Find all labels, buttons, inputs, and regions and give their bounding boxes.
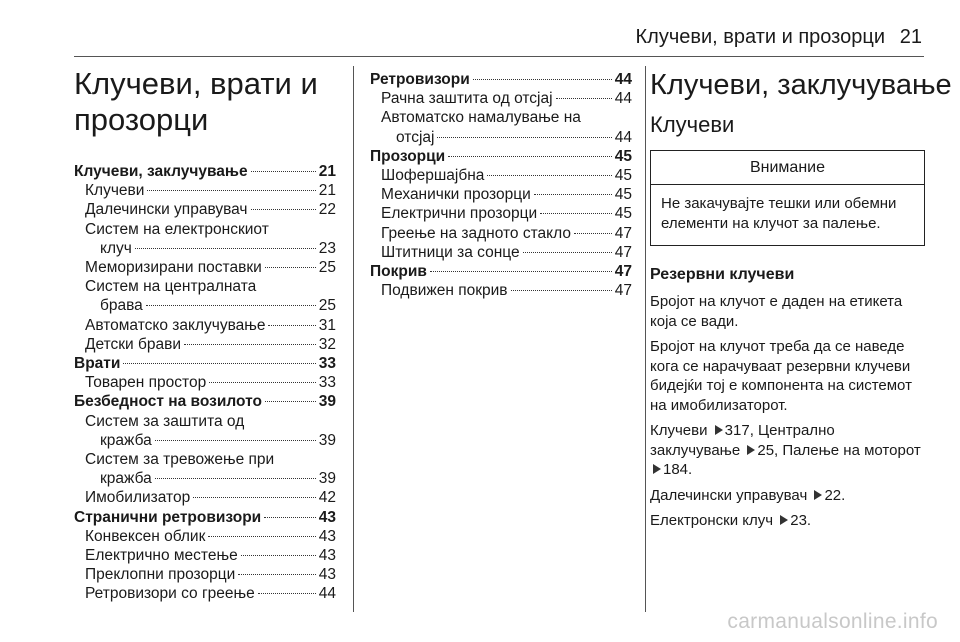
toc-leader-dots: [437, 137, 611, 138]
toc-leader-dots: [487, 175, 611, 176]
content-column-right: [650, 64, 952, 537]
toc-entry-title: Покрив: [370, 263, 427, 281]
toc-entry-title: Рачна заштита од отсјај: [381, 90, 553, 108]
toc-entry-title: Конвексен облик: [85, 527, 206, 545]
toc-leader-dots: [251, 209, 316, 210]
toc-leader-dots: [241, 555, 316, 556]
toc-page-number: 23: [318, 239, 336, 257]
toc-entry[interactable]: [370, 243, 632, 262]
chapter-title: [74, 66, 336, 138]
page-header: [0, 26, 960, 54]
ref-link[interactable]: 23.: [790, 512, 812, 529]
toc-page-number: 43: [318, 508, 336, 526]
toc-entry[interactable]: [74, 527, 336, 546]
warning-text: Не закачувајте тешки или обемни елементи на клучот за палење.: [661, 195, 897, 232]
toc-entry-title: Клучеви: [85, 182, 145, 200]
toc-page-number: 45: [614, 205, 632, 223]
toc-section-entry[interactable]: [370, 70, 632, 89]
ref-link[interactable]: 184.: [663, 461, 693, 478]
toc-page-number: 25: [318, 297, 336, 315]
toc-page-number: 47: [614, 263, 632, 281]
warning-title: Внимание: [651, 151, 924, 185]
toc-section-entry[interactable]: [74, 508, 336, 527]
toc-page-number: 21: [318, 182, 336, 200]
ref-text: Далечински управувач: [650, 486, 808, 504]
toc-leader-dots: [155, 440, 316, 441]
paragraph-remote-ref: [650, 486, 925, 506]
toc-leader-dots: [258, 593, 316, 594]
paragraph-ekey-ref: [650, 511, 925, 531]
toc-page-number: 21: [318, 163, 336, 180]
toc-entry[interactable]: [74, 584, 336, 603]
toc-entry-title: Далечински управувач: [85, 201, 248, 219]
toc-column-left: [74, 64, 336, 604]
toc-page-number: 44: [614, 128, 632, 146]
toc-entry-title: Странични ретровизори: [74, 508, 262, 526]
toc-page-number: 44: [614, 71, 632, 88]
column-divider-2: [645, 66, 646, 612]
toc-page-number: 47: [614, 282, 632, 300]
toc-page-number: 25: [318, 259, 336, 277]
page-ref-arrow-icon: [747, 445, 755, 455]
toc-leader-dots: [540, 213, 612, 214]
page-ref-arrow-icon: [715, 425, 723, 435]
toc-entry[interactable]: [74, 316, 336, 335]
paragraph-key-label: Бројот на клучот е даден на етикета која се вади.: [650, 293, 903, 330]
toc-entry-title: отсјај: [396, 128, 435, 146]
toc-entry[interactable]: [74, 258, 336, 277]
toc-leader-dots: [251, 171, 316, 172]
toc-entry-line: Автоматско намалување на: [381, 109, 581, 127]
toc-list-middle: [370, 70, 632, 300]
toc-entry-title: кражба: [100, 470, 152, 488]
toc-entry-title: Безбедност на возилото: [74, 393, 262, 411]
toc-entry-title: Клучеви, заклучување: [74, 163, 248, 180]
warning-box: [650, 150, 925, 246]
toc-page-number: 22: [318, 201, 336, 219]
toc-entry[interactable]: [74, 565, 336, 584]
toc-entry[interactable]: [74, 335, 336, 354]
toc-page-number: 47: [614, 224, 632, 242]
page-ref-arrow-icon: [814, 490, 822, 500]
toc-leader-dots: [523, 252, 612, 253]
toc-entry[interactable]: [74, 200, 336, 219]
toc-page-number: 45: [614, 167, 632, 185]
toc-leader-dots: [184, 344, 316, 345]
toc-entry[interactable]: [370, 166, 632, 185]
toc-page-number: 44: [318, 585, 336, 603]
toc-entry[interactable]: [74, 488, 336, 507]
page-number: 21: [899, 26, 922, 48]
toc-page-number: 43: [318, 527, 336, 545]
toc-leader-dots: [135, 248, 316, 249]
toc-leader-dots: [209, 382, 316, 383]
toc-entry-title: Греење на задното стакло: [381, 224, 571, 242]
toc-page-number: 43: [318, 547, 336, 565]
toc-page-number: 33: [318, 374, 336, 392]
header-rule: [74, 56, 924, 57]
toc-page-number: 39: [318, 431, 336, 449]
toc-entry[interactable]: [74, 239, 336, 258]
toc-entry[interactable]: [370, 224, 632, 243]
toc-entry[interactable]: [74, 546, 336, 565]
toc-page-number: 33: [318, 355, 336, 373]
subsection-heading: Клучеви: [650, 112, 735, 137]
toc-entry[interactable]: [370, 281, 632, 300]
toc-leader-dots: [556, 98, 612, 99]
toc-page-number: 39: [318, 470, 336, 488]
toc-leader-dots: [123, 363, 315, 364]
toc-entry-title: Ретровизори со греење: [85, 585, 255, 603]
column-divider-1: [353, 66, 354, 612]
page-ref-arrow-icon: [780, 515, 788, 525]
toc-entry-title: Механички прозорци: [381, 186, 531, 204]
toc-entry[interactable]: [74, 181, 336, 200]
toc-page-number: 44: [614, 90, 632, 108]
section-heading: Клучеви, заклучување: [650, 69, 952, 101]
ref-link[interactable]: 25, Палење на моторот: [757, 441, 921, 459]
toc-entry[interactable]: [74, 431, 336, 450]
toc-entry-title: Електрично местење: [85, 547, 238, 565]
toc-entry[interactable]: [370, 185, 632, 204]
ref-text: Електронски клуч: [650, 512, 774, 529]
ref-link[interactable]: 317, Централно заклучување: [650, 422, 835, 459]
toc-leader-dots: [265, 267, 316, 268]
toc-leader-dots: [268, 325, 315, 326]
ref-text: Клучеви: [650, 422, 708, 439]
toc-leader-dots: [208, 536, 315, 537]
toc-entry-title: Врати: [74, 355, 121, 373]
toc-entry[interactable]: [370, 204, 632, 223]
toc-leader-dots: [193, 497, 316, 498]
toc-leader-dots: [448, 156, 612, 157]
toc-entry-line: Систем на централната: [85, 278, 257, 296]
toc-leader-dots: [264, 517, 316, 518]
toc-entry-title: Преклопни прозорци: [85, 566, 236, 584]
toc-entry[interactable]: [370, 89, 632, 108]
chapter-title-line2: прозорци: [74, 102, 209, 137]
toc-entry-title: Прозорци: [370, 147, 446, 165]
paragraph-references: [650, 421, 925, 480]
toc-leader-dots: [430, 271, 612, 272]
toc-entry-title: Детски брави: [85, 335, 182, 353]
toc-section-entry[interactable]: [370, 262, 632, 281]
watermark: carmanualsonline.info: [727, 610, 938, 633]
toc-entry-title: брава: [100, 297, 143, 315]
toc-section-entry[interactable]: [74, 162, 336, 181]
paragraph-key-order: Бројот на клучот треба да се наведе кога се нарачуваат резервни клучеви бидејќи тој е компонента на системот на имобилизаторот.: [650, 338, 912, 414]
chapter-title-line1: Клучеви, врати и: [74, 66, 318, 101]
toc-page-number: 39: [318, 393, 336, 411]
toc-entry-title: Штитници за сонце: [381, 243, 520, 261]
toc-entry-title: Шофершајбна: [381, 167, 485, 185]
toc-section-entry[interactable]: [74, 354, 336, 373]
toc-leader-dots: [155, 478, 316, 479]
toc-entry[interactable]: [74, 373, 336, 392]
toc-page-number: 42: [318, 489, 336, 507]
toc-leader-dots: [238, 574, 315, 575]
toc-entry-title: Автоматско заклучување: [85, 316, 266, 334]
toc-leader-dots: [146, 305, 316, 306]
toc-page-number: 32: [318, 335, 336, 353]
toc-page-number: 47: [614, 243, 632, 261]
toc-entry-title: клуч: [100, 239, 132, 257]
toc-entry-title: Товарен простор: [85, 374, 207, 392]
toc-section-entry[interactable]: [74, 392, 336, 411]
toc-page-number: 45: [614, 186, 632, 204]
toc-entry-title: Ретровизори: [370, 71, 470, 88]
toc-entry-line: Систем за тревожење при: [85, 451, 275, 469]
toc-page-number: 31: [318, 316, 336, 334]
toc-entry[interactable]: [370, 128, 632, 147]
toc-list-left: [74, 162, 336, 604]
toc-entry-title: кражба: [100, 431, 152, 449]
toc-entry-title: Подвижен покрив: [381, 282, 508, 300]
page-ref-arrow-icon: [653, 464, 661, 474]
toc-entry-line: Систем за заштита од: [85, 412, 245, 430]
toc-entry-title: Електрични прозорци: [381, 205, 538, 223]
toc-entry[interactable]: [74, 296, 336, 315]
ref-link[interactable]: 22.: [824, 486, 846, 504]
toc-page-number: 43: [318, 566, 336, 584]
toc-leader-dots: [574, 233, 612, 234]
toc-leader-dots: [473, 79, 612, 80]
header-title: Клучеви, врати и прозорци: [635, 26, 885, 48]
toc-section-entry[interactable]: [370, 147, 632, 166]
toc-column-middle: [370, 64, 632, 300]
toc-entry[interactable]: [74, 469, 336, 488]
toc-leader-dots: [534, 194, 612, 195]
toc-leader-dots: [147, 190, 315, 191]
spare-keys-heading: Резервни клучеви: [650, 266, 795, 283]
toc-leader-dots: [511, 290, 612, 291]
toc-page-number: 45: [614, 147, 632, 165]
toc-entry-line: Систем на електронскиот: [85, 220, 269, 238]
toc-leader-dots: [265, 401, 316, 402]
toc-entry-title: Меморизирани поставки: [85, 259, 262, 277]
toc-entry-title: Имобилизатор: [85, 489, 191, 507]
